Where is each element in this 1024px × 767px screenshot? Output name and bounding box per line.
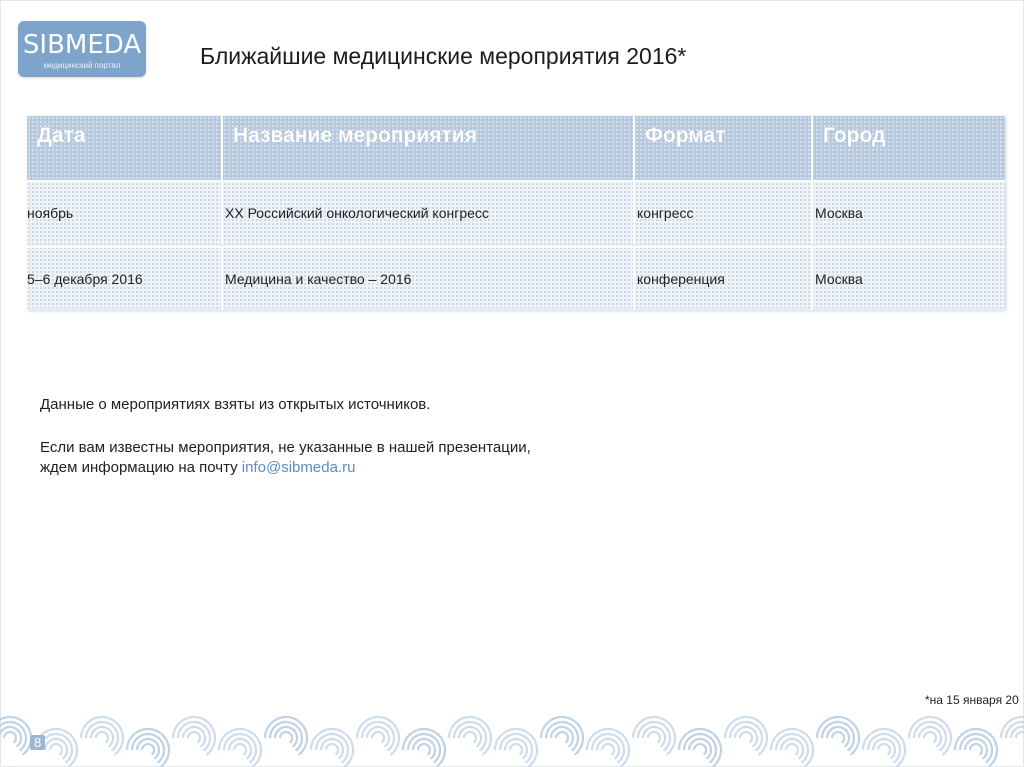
swirl-stroke xyxy=(45,739,67,759)
request-note-text: ждем информацию на почту xyxy=(40,459,242,476)
swirl-stroke xyxy=(372,732,384,743)
swirl-stroke xyxy=(183,727,205,747)
swirl-stroke xyxy=(1016,732,1024,743)
logo-name: SIBMEDA xyxy=(22,30,142,60)
swirl-stroke xyxy=(597,739,619,759)
cell-date: ноябрь xyxy=(27,205,74,221)
table-body xyxy=(27,182,1005,310)
swirl-stroke xyxy=(602,744,614,755)
swirl-stroke xyxy=(321,739,343,759)
swirl-stroke xyxy=(4,732,16,743)
request-note-line1: Если вам известны мероприятия, не указанные в нашей презентации, xyxy=(40,439,531,456)
cell-format: конференция xyxy=(633,248,811,310)
date-footnote: *на 15 января 20 xyxy=(925,693,1019,707)
swirl-stroke xyxy=(1011,727,1024,747)
swirl-stroke xyxy=(96,732,108,743)
swirl-stroke xyxy=(280,732,292,743)
swirl-stroke xyxy=(832,732,844,743)
swirl-stroke xyxy=(919,727,941,747)
swirl-stroke xyxy=(873,739,895,759)
swirl-stroke xyxy=(413,739,435,759)
swirl-stroke xyxy=(924,732,936,743)
swirl-stroke xyxy=(556,732,568,743)
cell-city: Москва xyxy=(811,182,1005,244)
events-table xyxy=(27,116,1005,310)
decorative-wave-band xyxy=(0,712,1024,767)
sibmeda-logo xyxy=(18,21,146,77)
cell-format: конгресс xyxy=(633,182,811,244)
sources-note: Данные о мероприятиях взяты из открытых источников. xyxy=(40,396,431,413)
swirl-stroke xyxy=(142,744,154,755)
swirl-stroke xyxy=(137,739,159,759)
swirl-stroke xyxy=(694,744,706,755)
swirl-stroke xyxy=(418,744,430,755)
swirl-stroke xyxy=(551,727,573,747)
swirl-stroke xyxy=(464,732,476,743)
swirl-stroke xyxy=(234,744,246,755)
slide-title: Ближайшие медицинские мероприятия 2016* xyxy=(200,43,687,69)
cell-event-name: XX Российский онкологический конгресс xyxy=(221,182,633,244)
table-row xyxy=(27,182,1005,244)
swirl-stroke xyxy=(740,732,752,743)
swirl-stroke xyxy=(965,739,987,759)
swirl-stroke xyxy=(505,739,527,759)
cell-event-name: Медицина и качество – 2016 xyxy=(221,248,633,310)
swirl-stroke xyxy=(648,732,660,743)
header-event-name: Название мероприятия xyxy=(221,116,633,180)
swirl-stroke xyxy=(50,744,62,755)
swirl-stroke xyxy=(188,732,200,743)
cell-city: Москва xyxy=(811,248,1005,310)
header-city: Город xyxy=(811,116,1005,180)
swirl-stroke xyxy=(689,739,711,759)
swirl-stroke xyxy=(275,727,297,747)
logo-subtitle: медицинский портал xyxy=(43,61,121,70)
page-number: 8 xyxy=(30,735,45,750)
table-header xyxy=(27,116,1005,182)
swirl-stroke xyxy=(970,744,982,755)
request-note-line2 xyxy=(40,458,355,478)
swirl-stroke xyxy=(510,744,522,755)
swirl-stroke xyxy=(91,727,113,747)
swirl-stroke xyxy=(367,727,389,747)
swirl-stroke xyxy=(878,744,890,755)
cell-date: 5–6 декабря 2016 xyxy=(27,271,143,287)
header-format: Формат xyxy=(633,116,811,180)
swirl-stroke xyxy=(786,744,798,755)
swirl-stroke xyxy=(827,727,849,747)
header-date: Дата xyxy=(37,124,86,147)
table-row xyxy=(27,246,1005,310)
swirl-stroke xyxy=(735,727,757,747)
email-link[interactable]: info@sibmeda.ru xyxy=(241,459,356,476)
swirl-stroke xyxy=(781,739,803,759)
swirl-stroke xyxy=(643,727,665,747)
swirl-stroke xyxy=(326,744,338,755)
swirl-stroke xyxy=(459,727,481,747)
swirl-stroke xyxy=(229,739,251,759)
